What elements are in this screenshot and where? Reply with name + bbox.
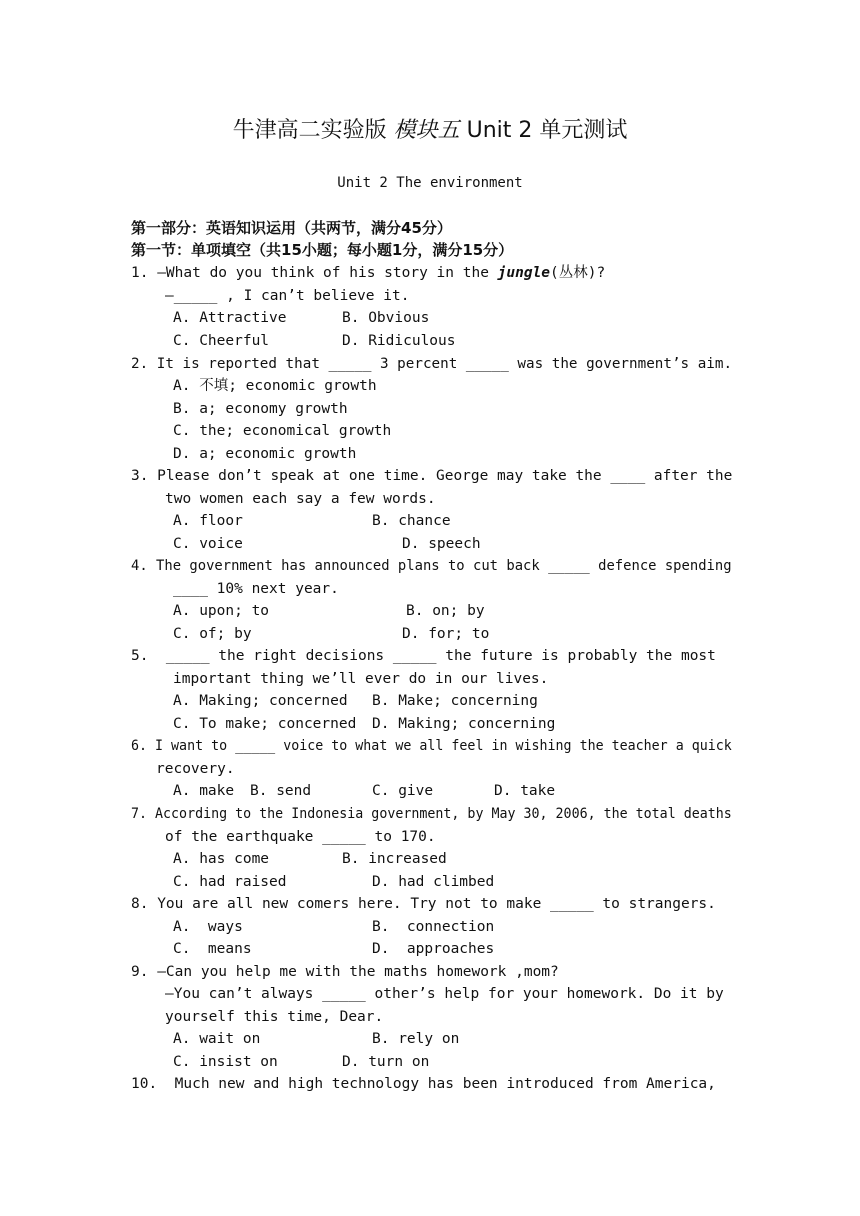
q4-option-b: B. on; by — [406, 603, 485, 619]
q6-option-d: D. take — [494, 783, 556, 799]
q1-post: (丛林)? — [550, 265, 606, 281]
question-7-stem-cont: of the earthquake _____ to 170. — [165, 829, 436, 845]
q1-option-c: C. Cheerful — [173, 333, 270, 349]
q1-option-a: A. Attractive — [173, 310, 287, 326]
q3-option-a: A. floor — [173, 513, 243, 529]
q1-keyword: jungle — [497, 265, 551, 281]
q3-option-d: D. speech — [402, 536, 481, 552]
page-title — [0, 113, 860, 144]
q7-option-d: D. had climbed — [372, 874, 495, 890]
question-3-stem-cont: two women each say a few words. — [165, 491, 436, 507]
title-module: 模块五 — [393, 118, 460, 143]
q5-option-d: D. Making; concerning — [372, 716, 556, 732]
q6-option-c: C. give — [372, 783, 434, 799]
question-9-stem: 9. —Can you help me with the maths homework ,mom? — [131, 964, 559, 980]
question-5-stem-cont: important thing we’ll ever do in our lives. — [173, 671, 549, 687]
q3-option-b: B. chance — [372, 513, 451, 529]
title-suffix: Unit 2 单元测试 — [459, 118, 628, 143]
question-7-stem: 7. According to the Indonesia government, by May 30, 2006, the total deaths — [131, 806, 732, 822]
q5-option-a: A. Making; concerned — [173, 693, 348, 709]
question-1-stem — [131, 264, 605, 282]
q2-option-b: B. a; economy growth — [173, 401, 348, 417]
q8-option-d: D. approaches — [372, 941, 495, 957]
q5-option-b: B. Make; concerning — [372, 693, 538, 709]
q3-option-c: C. voice — [173, 536, 243, 552]
q6-option-a: A. make — [173, 783, 235, 799]
question-4-stem-cont: ____ 10% next year. — [173, 581, 339, 597]
q2-option-d: D. a; economic growth — [173, 446, 357, 462]
question-5-stem: 5. _____ the right decisions _____ the future is probably the most — [131, 648, 716, 664]
question-2-stem: 2. It is reported that _____ 3 percent _____ was the government’s aim. — [131, 356, 733, 372]
q8-option-b: B. connection — [372, 919, 495, 935]
question-9-reply: —You can’t always _____ other’s help for your homework. Do it by — [165, 986, 724, 1002]
page-subtitle: Unit 2 The environment — [337, 175, 523, 191]
question-6-stem-cont: recovery. — [156, 761, 235, 777]
q9-option-b: B. rely on — [372, 1031, 460, 1047]
question-6-stem: 6. I want to _____ voice to what we all feel in wishing the teacher a quick — [131, 738, 732, 754]
question-3-stem: 3. Please don’t speak at one time. George may take the ____ after the — [131, 468, 733, 484]
part-heading: 第一部分：英语知识运用（共两节，满分45分） — [131, 219, 452, 237]
q4-option-c: C. of; by — [173, 626, 252, 642]
q9-option-d: D. turn on — [342, 1054, 430, 1070]
q7-option-b: B. increased — [342, 851, 447, 867]
question-8-stem: 8. You are all new comers here. Try not to make _____ to strangers. — [131, 896, 716, 912]
q5-option-c: C. To make; concerned — [173, 716, 357, 732]
q4-option-d: D. for; to — [402, 626, 490, 642]
q9-option-a: A. wait on — [173, 1031, 261, 1047]
q9-option-c: C. insist on — [173, 1054, 278, 1070]
question-9-reply-cont: yourself this time, Dear. — [165, 1009, 384, 1025]
q7-option-c: C. had raised — [173, 874, 287, 890]
q8-option-a: A. ways — [173, 919, 243, 935]
q2-option-a: A. 不填; economic growth — [173, 378, 377, 394]
q6-option-b: B. send — [250, 783, 312, 799]
q8-option-c: C. means — [173, 941, 252, 957]
question-10-stem: 10. Much new and high technology has been introduced from America, — [131, 1076, 716, 1092]
q1-option-d: D. Ridiculous — [342, 333, 456, 349]
q1-option-b: B. Obvious — [342, 310, 430, 326]
question-1-reply: —_____ , I can’t believe it. — [165, 288, 410, 304]
q2-option-c: C. the; economical growth — [173, 423, 392, 439]
q1-pre: 1. —What do you think of his story in the — [131, 265, 498, 281]
q7-option-a: A. has come — [173, 851, 270, 867]
q4-option-a: A. upon; to — [173, 603, 270, 619]
title-prefix: 牛津高二实验版 — [232, 118, 387, 143]
question-4-stem: 4. The government has announced plans to cut back _____ defence spending — [131, 558, 732, 574]
section-heading: 第一节：单项填空（共15小题；每小题1分，满分15分） — [131, 241, 514, 259]
